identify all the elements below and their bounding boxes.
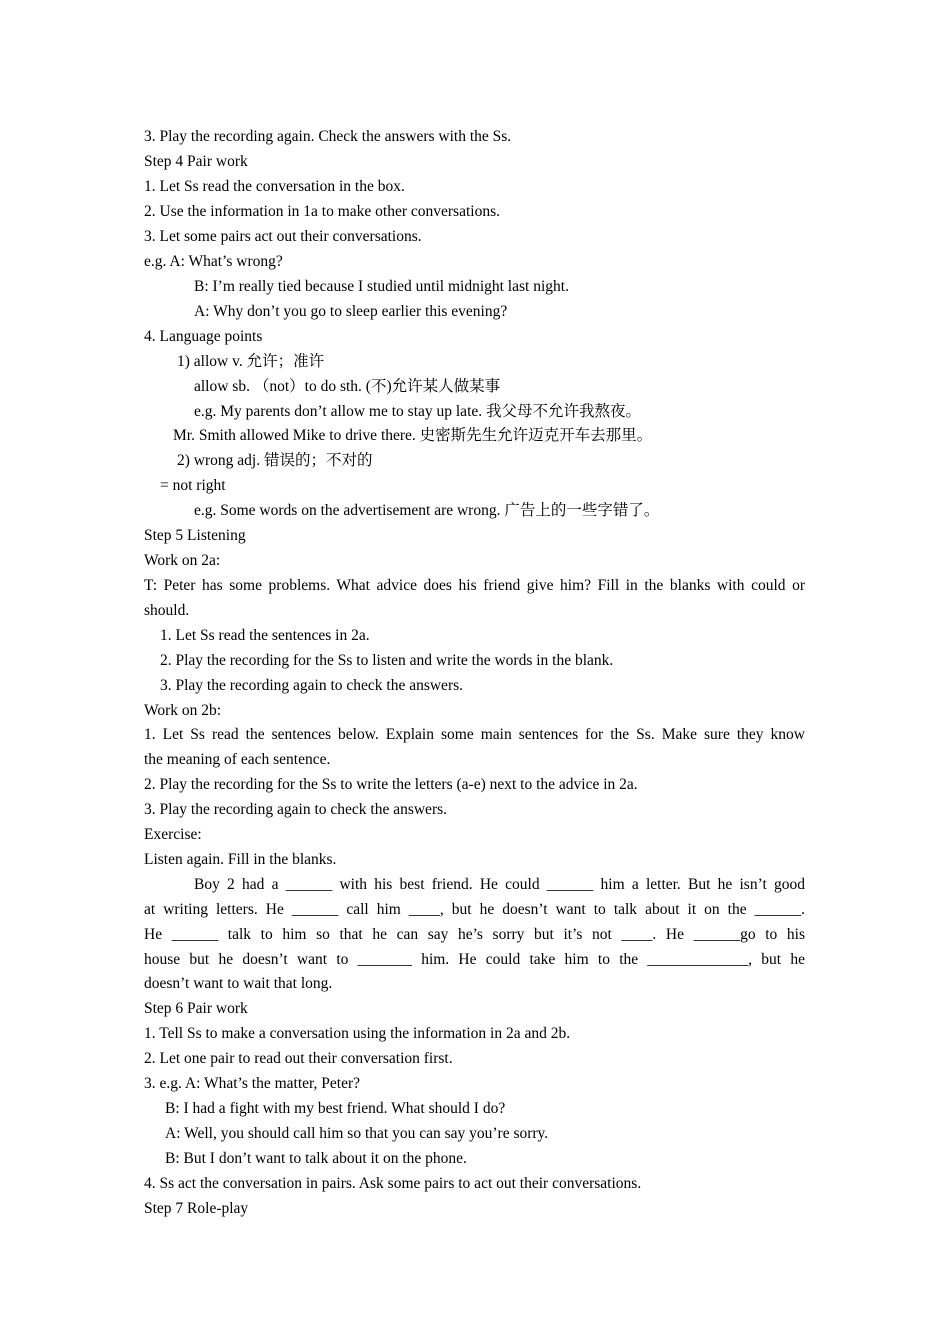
exercise-line: Boy 2 had a ______ with his best friend. He could ______ him a letter. But he isn’t good [194,876,805,893]
text-line: 3. Play the recording again to check the answers. [160,677,464,694]
text-line: 2. Use the information in 1a to make other conversations. [144,203,500,220]
text-line: 3. Play the recording again to check the answers. [144,801,448,818]
text-line: 4. Language points [144,328,263,345]
text-line: e.g. Some words on the advertisement are wrong. 广告上的一些字错了。 [194,502,660,519]
text-line: 1) allow v. 允许；准许 [177,353,325,370]
text-line: allow sb. （not）to do sth. (不)允许某人做某事 [194,378,501,395]
exercise-line: house but he doesn’t want to _______ him. He could take him to the _____________, but he [144,951,805,968]
step-heading: Step 5 Listening [144,527,246,544]
text-line: B: But I don’t want to talk about it on the phone. [165,1150,467,1167]
text-line: Mr. Smith allowed Mike to drive there. 史密斯先生允许迈克开车去那里。 [173,427,653,444]
text-line: 1. Let Ss read the sentences below. Explain some main sentences for the Ss. Make sure they know [144,726,805,743]
step-heading: Step 7 Role-play [144,1200,249,1217]
text-line: 2) wrong adj. 错误的；不对的 [177,452,373,469]
text-line: 1. Let Ss read the sentences in 2a. [160,627,370,644]
text-line: e.g. My parents don’t allow me to stay up late. 我父母不允许我熬夜。 [194,403,642,420]
text-line: 4. Ss act the conversation in pairs. Ask some pairs to act out their conversations. [144,1175,642,1192]
exercise-line: at writing letters. He ______ call him ____, but he doesn’t want to talk about it on the ______. [144,901,805,918]
text-line: should. [144,602,190,619]
text-line: A: Why don’t you go to sleep earlier this evening? [194,303,508,320]
text-line: T: Peter has some problems. What advice does his friend give him? Fill in the blanks with could or [144,577,805,594]
text-line: 2. Play the recording for the Ss to write the letters (a-e) next to the advice in 2a. [144,776,638,793]
text-line: 2. Let one pair to read out their conversation first. [144,1050,453,1067]
text-line: B: I had a fight with my best friend. What should I do? [165,1100,506,1117]
text-line: = not right [160,477,226,494]
step-heading: Step 4 Pair work [144,153,248,170]
text-line: A: Well, you should call him so that you can say you’re sorry. [165,1125,549,1142]
exercise-line: doesn’t want to wait that long. [144,975,333,992]
text-line: 3. Play the recording again. Check the answers with the Ss. [144,128,512,145]
text-line: e.g. A: What’s wrong? [144,253,283,270]
text-line: 1. Tell Ss to make a conversation using the information in 2a and 2b. [144,1025,571,1042]
text-line: the meaning of each sentence. [144,751,331,768]
exercise-line: He ______ talk to him so that he can say he’s sorry but it’s not ____. He ______go to his [144,926,805,943]
text-line: 1. Let Ss read the conversation in the box. [144,178,405,195]
text-line: 2. Play the recording for the Ss to listen and write the words in the blank. [160,652,614,669]
text-line: 3. e.g. A: What’s the matter, Peter? [144,1075,361,1092]
text-line: Listen again. Fill in the blanks. [144,851,337,868]
text-line: B: I’m really tied because I studied until midnight last night. [194,278,569,295]
text-line: 3. Let some pairs act out their conversations. [144,228,422,245]
text-line: Work on 2b: [144,702,222,719]
text-line: Exercise: [144,826,202,843]
text-line: Work on 2a: [144,552,221,569]
step-heading: Step 6 Pair work [144,1000,248,1017]
